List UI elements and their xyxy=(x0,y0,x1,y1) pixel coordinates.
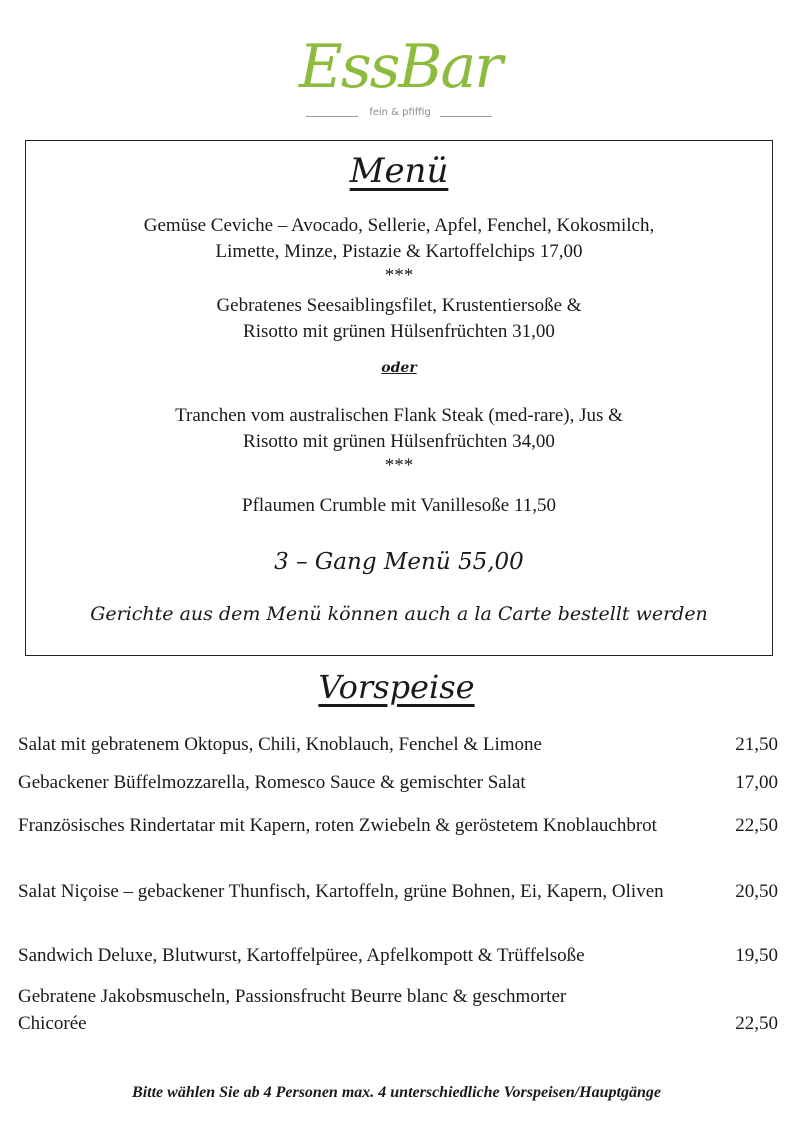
course-dessert: Pflaumen Crumble mit Vanillesoße 11,50 xyxy=(242,495,556,516)
dish-row xyxy=(18,983,778,1037)
course-separator-2: *** xyxy=(384,455,414,476)
essbar-logo xyxy=(290,32,510,124)
menu-title: Menü xyxy=(349,151,449,191)
dish-row xyxy=(18,769,778,796)
menu-price: 3 – Gang Menü 55,00 xyxy=(274,549,524,575)
dish-description: Französisches Rindertatar mit Kapern, roten Zwiebeln & geröstetem Knoblauchbrot xyxy=(18,815,657,836)
course-starter-line-1: Gemüse Ceviche – Avocado, Sellerie, Apfel, Fenchel, Kokosmilch, xyxy=(143,215,655,236)
vorspeise-title: Vorspeise xyxy=(318,668,475,706)
dish-row xyxy=(18,731,778,758)
dish-row xyxy=(18,812,778,839)
course-main-steak xyxy=(26,403,772,455)
or-label: oder xyxy=(381,360,417,376)
course-main-fish-line-2: Risotto mit grünen Hülsenfrüchten 31,00 xyxy=(243,321,555,342)
dish-price: 22,50 xyxy=(735,815,778,836)
dish-price: 17,00 xyxy=(735,772,778,793)
course-starter-line-2: Limette, Minze, Pistazie & Kartoffelchips 17,00 xyxy=(215,241,583,262)
course-main-fish xyxy=(26,293,772,345)
dish-price: 19,50 xyxy=(735,945,778,966)
dish-description: Gebratene Jakobsmuscheln, Passionsfrucht Beurre blanc & geschmorter Chicorée xyxy=(18,986,567,1034)
course-main-steak-line-1: Tranchen vom australischen Flank Steak (med-rare), Jus & xyxy=(175,405,623,426)
logo-wordmark: EssBar xyxy=(299,32,501,102)
course-main-fish-line-1: Gebratenes Seesaiblingsfilet, Krustentiersoße & xyxy=(216,295,582,316)
course-separator: *** xyxy=(384,265,414,286)
footer-note: Bitte wählen Sie ab 4 Personen max. 4 unterschiedliche Vorspeisen/Hauptgänge xyxy=(132,1084,661,1101)
dish-description: Salat mit gebratenem Oktopus, Chili, Knoblauch, Fenchel & Limone xyxy=(18,734,542,755)
dish-description: Sandwich Deluxe, Blutwurst, Kartoffelpüree, Apfelkompott & Trüffelsoße xyxy=(18,945,585,966)
dish-description: Gebackener Büffelmozzarella, Romesco Sauce & gemischter Salat xyxy=(18,772,526,793)
a-la-carte-note: Gerichte aus dem Menü können auch a la Carte bestellt werden xyxy=(90,603,708,625)
dish-price: 22,50 xyxy=(735,1013,778,1034)
menu-box xyxy=(25,140,773,656)
logo-divider-right xyxy=(440,116,492,117)
course-main-steak-line-2: Risotto mit grünen Hülsenfrüchten 34,00 xyxy=(243,431,555,452)
dish-row xyxy=(18,878,778,905)
course-starter xyxy=(26,213,772,265)
dish-price: 20,50 xyxy=(735,881,778,902)
dish-row xyxy=(18,942,778,969)
dish-price: 21,50 xyxy=(735,734,778,755)
dish-description: Salat Niçoise – gebackener Thunfisch, Kartoffeln, grüne Bohnen, Ei, Kapern, Oliven xyxy=(18,881,664,902)
logo-tagline: fein & pfiffig xyxy=(369,107,431,118)
